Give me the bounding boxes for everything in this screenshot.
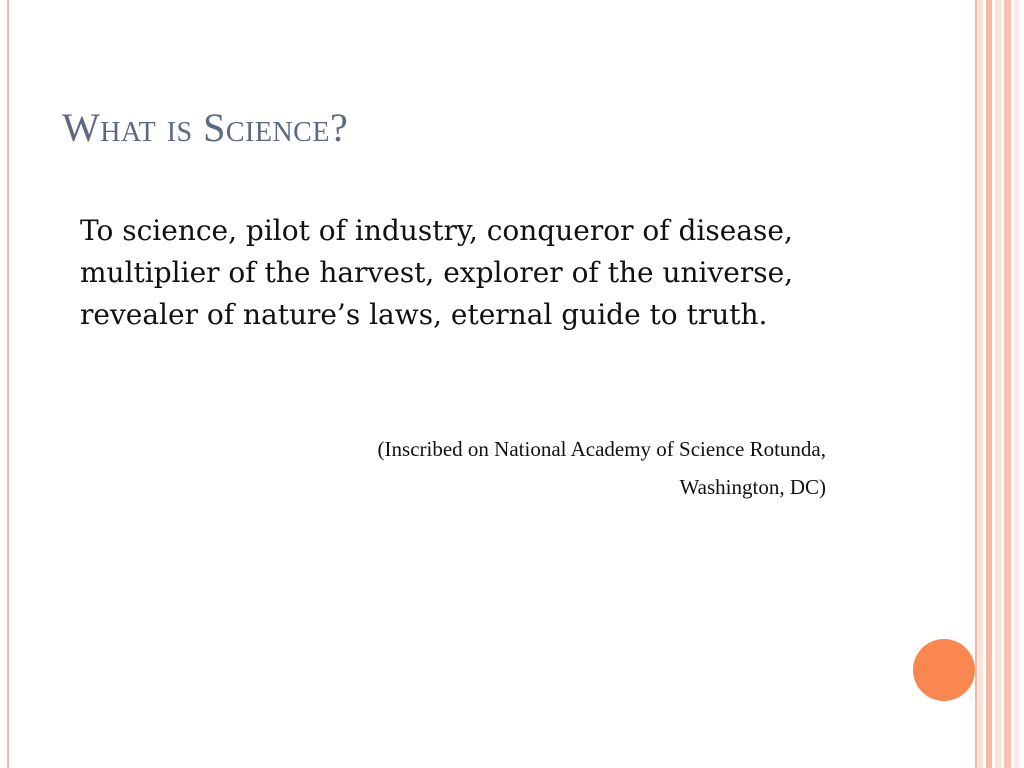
attribution-line-1: (Inscribed on National Academy of Science Rotunda, — [377, 437, 826, 461]
stripe — [978, 0, 983, 768]
stripe — [1004, 0, 1011, 768]
accent-circle-icon — [913, 639, 975, 701]
attribution — [378, 430, 826, 506]
stripe — [986, 0, 992, 768]
slide-title: What is Science? — [62, 105, 349, 150]
decorative-stripes — [978, 0, 1024, 768]
stripe — [995, 0, 1001, 768]
attribution-line-2: Washington, DC) — [679, 475, 826, 499]
quote-text: To science, pilot of industry, conqueror of disease, multiplier of the harvest, explorer of the universe, revealer of nature’s laws, eternal guide to truth. — [80, 214, 794, 331]
stripe — [1014, 0, 1019, 768]
